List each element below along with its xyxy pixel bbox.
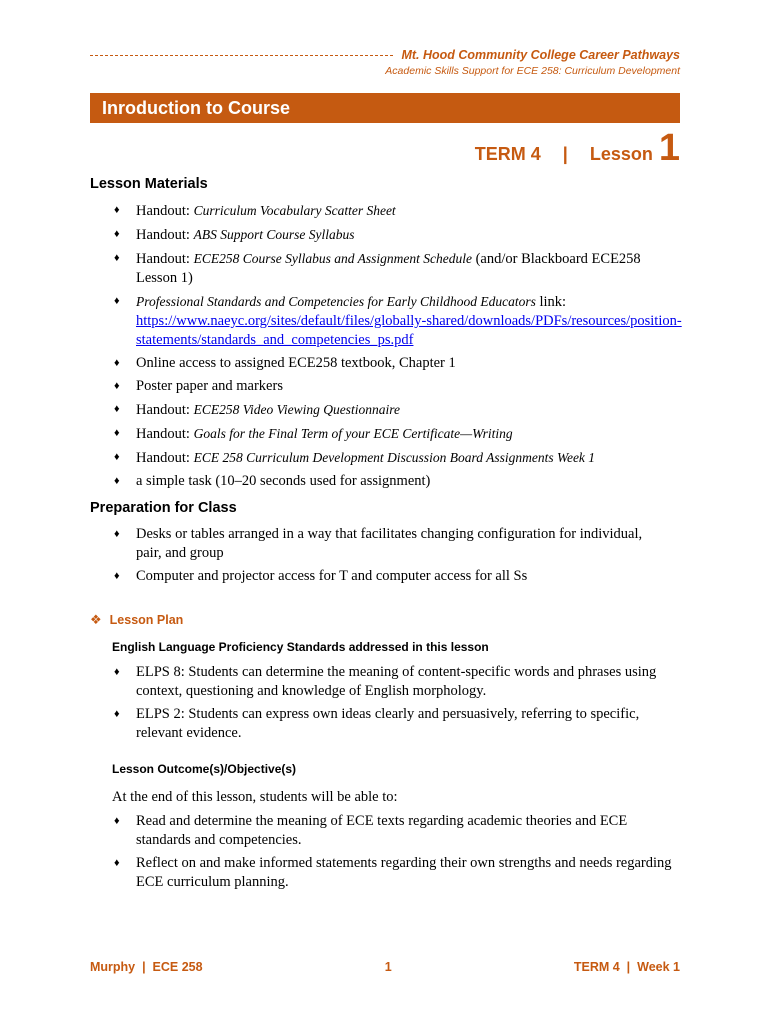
objectives-heading: Lesson Outcome(s)/Objective(s): [112, 762, 297, 776]
header-subtitle: Academic Skills Support for ECE 258: Curriculum Development: [385, 65, 680, 77]
diamond-bullet-icon: ♦: [114, 570, 120, 582]
preparation-list: [114, 525, 644, 590]
list-item: ♦ Online access to assigned ECE258 textbook, Chapter 1: [114, 355, 456, 371]
footer-right: TERM 4 | Week 1: [573, 960, 680, 974]
list-item: ♦ a simple task (10–20 seconds used for assignment): [114, 473, 431, 489]
list-item: ♦ Poster paper and markers: [114, 378, 283, 394]
four-diamonds-icon: ❖: [90, 612, 102, 627]
lesson-label: Lesson: [589, 144, 653, 164]
diamond-bullet-icon: ♦: [114, 427, 120, 439]
diamond-bullet-icon: ♦: [114, 228, 120, 240]
diamond-bullet-icon: ♦: [114, 295, 120, 307]
diamond-bullet-icon: ♦: [114, 403, 120, 415]
diamond-bullet-icon: ♦: [114, 380, 120, 392]
list-item: ♦ Reflect on and make informed statements regarding their own strengths and needs regarding ECE curriculum planning.: [114, 855, 672, 890]
diamond-bullet-icon: ♦: [114, 528, 120, 540]
diamond-bullet-icon: ♦: [114, 857, 120, 869]
section-banner: Inroduction to Course: [90, 93, 680, 123]
list-item: ♦ ELPS 8: Students can determine the meaning of content-specific words and phrases using context, questioning and knowledge of English morphology.: [114, 664, 657, 699]
materials-list: [114, 201, 684, 495]
footer-left: Murphy | ECE 258: [90, 960, 203, 974]
list-item: ♦ Handout: Goals for the Final Term of your ECE Certificate—Writing: [114, 426, 513, 442]
diamond-bullet-icon: ♦: [114, 666, 120, 678]
diamond-bullet-icon: ♦: [114, 252, 120, 264]
list-item: ♦ Handout: Curriculum Vocabulary Scatter Sheet: [114, 203, 396, 219]
page-footer: [90, 960, 680, 974]
list-item: ♦ Desks or tables arranged in a way that facilitates changing configuration for individual, pair, and group: [114, 526, 643, 561]
term-lesson-label: [475, 129, 680, 167]
list-item: ♦ Professional Standards and Competencies for Early Childhood Educators link: https://www.naeyc.org/sites/default/files/globally-shared/downloads/PDFs/resources/position-statements/standards_and_competencies_ps.pdf: [114, 294, 682, 348]
objectives-intro: At the end of this lesson, students will be able to:: [112, 789, 398, 805]
list-item: ♦ Handout: ECE 258 Curriculum Development Discussion Board Assignments Week 1: [114, 450, 596, 466]
materials-heading: Lesson Materials: [90, 176, 208, 192]
standards-link[interactable]: https://www.naeyc.org/sites/default/files/globally-shared/downloads/PDFs/resources/position-statements/standards_and_competencies_ps.pdf: [136, 313, 682, 348]
term-label: TERM 4: [474, 144, 541, 164]
page-header: [90, 48, 680, 77]
elps-heading: English Language Proficiency Standards addressed in this lesson: [112, 640, 489, 654]
lesson-plan-heading: ❖ Lesson Plan: [90, 612, 184, 627]
diamond-bullet-icon: ♦: [114, 475, 120, 487]
page-number: 1: [384, 960, 392, 974]
diamond-bullet-icon: ♦: [114, 815, 120, 827]
list-item: ♦ Handout: ABS Support Course Syllabus: [114, 227, 355, 243]
list-item: ♦ Read and determine the meaning of ECE texts regarding academic theories and ECE standards and competencies.: [114, 813, 628, 848]
diamond-bullet-icon: ♦: [114, 204, 120, 216]
header-dashed-rule: [90, 55, 393, 56]
preparation-heading: Preparation for Class: [90, 500, 237, 516]
elps-list: [114, 663, 674, 747]
list-item: ♦ Handout: ECE258 Course Syllabus and Assignment Schedule (and/or Blackboard ECE258 Lesson 1): [114, 251, 641, 286]
list-item: ♦ Handout: ECE258 Video Viewing Questionnaire: [114, 402, 400, 418]
list-item: ♦ ELPS 2: Students can express own ideas clearly and persuasively, referring to specific, relevant evidence.: [114, 706, 640, 741]
diamond-bullet-icon: ♦: [114, 708, 120, 720]
list-item: ♦ Computer and projector access for T and computer access for all Ss: [114, 568, 528, 584]
objectives-list: [114, 812, 679, 896]
term-separator: |: [562, 144, 568, 164]
header-org: Mt. Hood Community College Career Pathways: [401, 48, 680, 62]
diamond-bullet-icon: ♦: [114, 451, 120, 463]
diamond-bullet-icon: ♦: [114, 357, 120, 369]
lesson-number: 1: [658, 127, 680, 169]
